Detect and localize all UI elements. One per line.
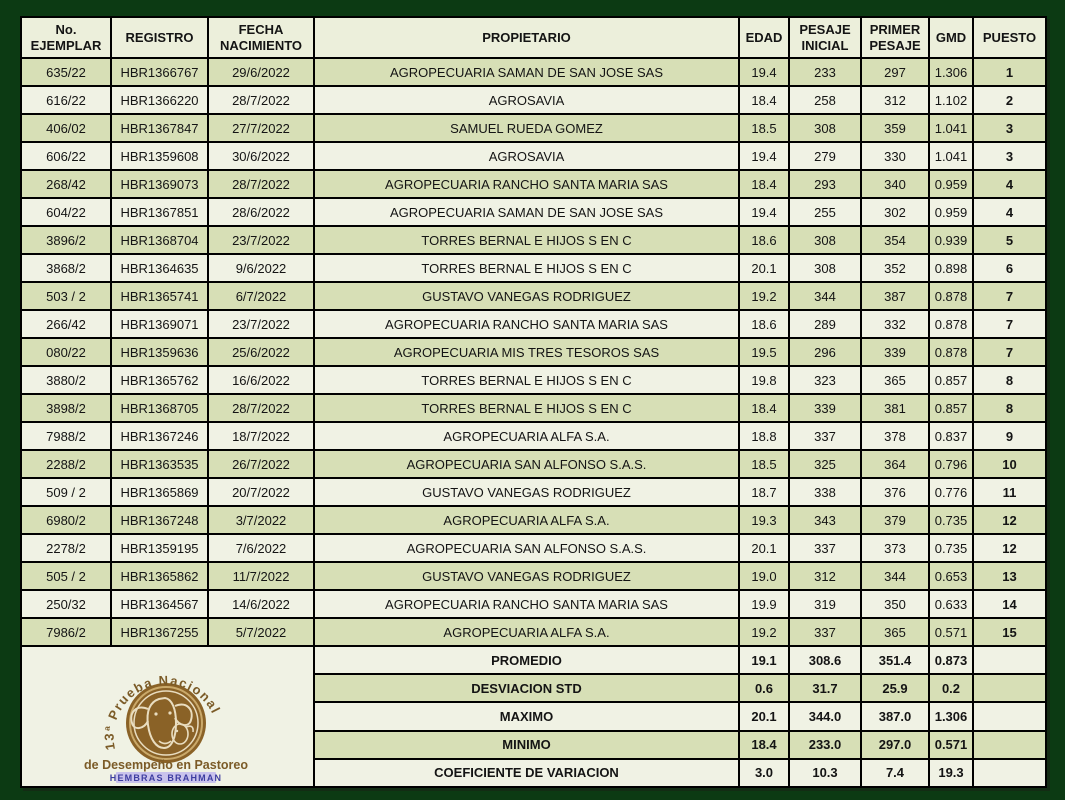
summary-value-edad: 3.0 [739, 759, 789, 787]
cell-edad: 19.2 [739, 282, 789, 310]
cell-propietario: TORRES BERNAL E HIJOS S EN C [314, 394, 739, 422]
cell-registro: HBR1367851 [111, 198, 208, 226]
cell-gmd: 0.735 [929, 534, 973, 562]
table-row [21, 618, 1046, 646]
column-header-edad: EDAD [739, 17, 789, 58]
cell-fecha_nacimiento: 29/6/2022 [208, 58, 314, 86]
cell-fecha_nacimiento: 25/6/2022 [208, 338, 314, 366]
cell-puesto: 8 [973, 366, 1046, 394]
summary-value-pesaje_inicial: 10.3 [789, 759, 861, 787]
cell-pesaje_inicial: 233 [789, 58, 861, 86]
table-row [21, 254, 1046, 282]
cell-registro: HBR1367246 [111, 422, 208, 450]
cell-no_ejemplar: 7988/2 [21, 422, 111, 450]
cell-gmd: 1.041 [929, 114, 973, 142]
cell-gmd: 0.898 [929, 254, 973, 282]
cell-puesto: 9 [973, 422, 1046, 450]
cell-pesaje_inicial: 255 [789, 198, 861, 226]
summary-empty-puesto [973, 702, 1046, 730]
summary-value-primer_pesaje: 351.4 [861, 646, 929, 674]
table-row [21, 114, 1046, 142]
cell-primer_pesaje: 312 [861, 86, 929, 114]
cell-edad: 18.4 [739, 86, 789, 114]
cell-no_ejemplar: 604/22 [21, 198, 111, 226]
cell-puesto: 10 [973, 450, 1046, 478]
cell-gmd: 0.878 [929, 338, 973, 366]
summary-value-edad: 18.4 [739, 731, 789, 759]
cell-primer_pesaje: 352 [861, 254, 929, 282]
summary-empty-puesto [973, 759, 1046, 787]
cell-registro: HBR1367255 [111, 618, 208, 646]
cell-no_ejemplar: 6980/2 [21, 506, 111, 534]
summary-value-pesaje_inicial: 233.0 [789, 731, 861, 759]
cell-edad: 18.4 [739, 394, 789, 422]
cell-puesto: 3 [973, 142, 1046, 170]
cell-registro: HBR1366767 [111, 58, 208, 86]
cell-no_ejemplar: 250/32 [21, 590, 111, 618]
cell-primer_pesaje: 350 [861, 590, 929, 618]
cell-propietario: AGROPECUARIA RANCHO SANTA MARIA SAS [314, 590, 739, 618]
cell-propietario: AGROPECUARIA ALFA S.A. [314, 422, 739, 450]
cell-gmd: 0.571 [929, 618, 973, 646]
cell-fecha_nacimiento: 14/6/2022 [208, 590, 314, 618]
cell-propietario: AGROSAVIA [314, 86, 739, 114]
cell-propietario: AGROPECUARIA RANCHO SANTA MARIA SAS [314, 310, 739, 338]
cell-gmd: 0.837 [929, 422, 973, 450]
logo-arc-text: 13ª Prueba Nacional [101, 672, 224, 752]
cell-primer_pesaje: 364 [861, 450, 929, 478]
cell-primer_pesaje: 379 [861, 506, 929, 534]
cell-gmd: 0.653 [929, 562, 973, 590]
table-row [21, 534, 1046, 562]
table-row [21, 366, 1046, 394]
table-row [21, 590, 1046, 618]
cell-registro: HBR1368704 [111, 226, 208, 254]
cell-no_ejemplar: 3868/2 [21, 254, 111, 282]
cell-registro: HBR1369071 [111, 310, 208, 338]
cell-propietario: AGROSAVIA [314, 142, 739, 170]
cell-gmd: 0.735 [929, 506, 973, 534]
cell-edad: 19.4 [739, 58, 789, 86]
cell-propietario: TORRES BERNAL E HIJOS S EN C [314, 254, 739, 282]
summary-value-gmd: 0.873 [929, 646, 973, 674]
table-row [21, 310, 1046, 338]
cell-primer_pesaje: 339 [861, 338, 929, 366]
table-row [21, 282, 1046, 310]
cell-fecha_nacimiento: 26/7/2022 [208, 450, 314, 478]
cell-propietario: TORRES BERNAL E HIJOS S EN C [314, 226, 739, 254]
cell-primer_pesaje: 365 [861, 366, 929, 394]
summary-value-edad: 19.1 [739, 646, 789, 674]
cell-pesaje_inicial: 312 [789, 562, 861, 590]
cell-pesaje_inicial: 289 [789, 310, 861, 338]
summary-value-primer_pesaje: 297.0 [861, 731, 929, 759]
cell-pesaje_inicial: 339 [789, 394, 861, 422]
summary-value-edad: 0.6 [739, 674, 789, 702]
summary-row [21, 646, 1046, 674]
cell-registro: HBR1359636 [111, 338, 208, 366]
cell-gmd: 0.939 [929, 226, 973, 254]
cell-gmd: 0.776 [929, 478, 973, 506]
cell-no_ejemplar: 3880/2 [21, 366, 111, 394]
cell-gmd: 0.878 [929, 282, 973, 310]
cell-fecha_nacimiento: 7/6/2022 [208, 534, 314, 562]
cell-propietario: GUSTAVO VANEGAS RODRIGUEZ [314, 562, 739, 590]
cell-fecha_nacimiento: 28/6/2022 [208, 198, 314, 226]
cell-puesto: 13 [973, 562, 1046, 590]
cell-propietario: SAMUEL RUEDA GOMEZ [314, 114, 739, 142]
cell-gmd: 1.102 [929, 86, 973, 114]
cell-propietario: TORRES BERNAL E HIJOS S EN C [314, 366, 739, 394]
cell-puesto: 2 [973, 86, 1046, 114]
cell-puesto: 4 [973, 198, 1046, 226]
cell-primer_pesaje: 381 [861, 394, 929, 422]
cell-edad: 20.1 [739, 534, 789, 562]
cell-registro: HBR1368705 [111, 394, 208, 422]
cell-no_ejemplar: 406/02 [21, 114, 111, 142]
cell-propietario: AGROPECUARIA MIS TRES TESOROS SAS [314, 338, 739, 366]
summary-label: PROMEDIO [314, 646, 739, 674]
summary-value-primer_pesaje: 7.4 [861, 759, 929, 787]
cell-fecha_nacimiento: 16/6/2022 [208, 366, 314, 394]
table-row [21, 226, 1046, 254]
event-logo [24, 647, 313, 783]
cell-registro: HBR1365862 [111, 562, 208, 590]
logo-subtitle: de Desempeño en Pastoreo [84, 758, 248, 772]
cell-fecha_nacimiento: 30/6/2022 [208, 142, 314, 170]
cell-registro: HBR1367847 [111, 114, 208, 142]
cell-edad: 19.0 [739, 562, 789, 590]
summary-value-pesaje_inicial: 308.6 [789, 646, 861, 674]
cell-fecha_nacimiento: 5/7/2022 [208, 618, 314, 646]
cell-puesto: 1 [973, 58, 1046, 86]
column-header-fecha_nacimiento: FECHA NACIMIENTO [208, 17, 314, 58]
cell-puesto: 12 [973, 506, 1046, 534]
cell-fecha_nacimiento: 23/7/2022 [208, 226, 314, 254]
cell-primer_pesaje: 332 [861, 310, 929, 338]
column-header-pesaje_inicial: PESAJE INICIAL [789, 17, 861, 58]
column-header-primer_pesaje: PRIMER PESAJE [861, 17, 929, 58]
cell-propietario: GUSTAVO VANEGAS RODRIGUEZ [314, 282, 739, 310]
cell-primer_pesaje: 297 [861, 58, 929, 86]
summary-label: DESVIACION STD [314, 674, 739, 702]
cell-pesaje_inicial: 325 [789, 450, 861, 478]
cell-pesaje_inicial: 323 [789, 366, 861, 394]
cell-gmd: 1.306 [929, 58, 973, 86]
summary-empty-puesto [973, 674, 1046, 702]
cell-primer_pesaje: 373 [861, 534, 929, 562]
summary-value-gmd: 1.306 [929, 702, 973, 730]
cell-pesaje_inicial: 258 [789, 86, 861, 114]
cell-fecha_nacimiento: 11/7/2022 [208, 562, 314, 590]
summary-label: MAXIMO [314, 702, 739, 730]
cell-edad: 20.1 [739, 254, 789, 282]
cell-fecha_nacimiento: 27/7/2022 [208, 114, 314, 142]
cell-propietario: AGROPECUARIA SAMAN DE SAN JOSE SAS [314, 198, 739, 226]
cell-edad: 18.8 [739, 422, 789, 450]
table-row [21, 338, 1046, 366]
cell-fecha_nacimiento: 20/7/2022 [208, 478, 314, 506]
cell-propietario: AGROPECUARIA ALFA S.A. [314, 506, 739, 534]
cell-propietario: AGROPECUARIA ALFA S.A. [314, 618, 739, 646]
column-header-registro: REGISTRO [111, 17, 208, 58]
cell-edad: 19.4 [739, 198, 789, 226]
cell-no_ejemplar: 606/22 [21, 142, 111, 170]
cell-puesto: 6 [973, 254, 1046, 282]
summary-value-gmd: 0.2 [929, 674, 973, 702]
cell-pesaje_inicial: 308 [789, 114, 861, 142]
table-row [21, 478, 1046, 506]
cell-registro: HBR1363535 [111, 450, 208, 478]
cell-propietario: AGROPECUARIA RANCHO SANTA MARIA SAS [314, 170, 739, 198]
cell-puesto: 5 [973, 226, 1046, 254]
logo-badge-text: HEMBRAS BRAHMAN [109, 773, 223, 783]
cell-primer_pesaje: 302 [861, 198, 929, 226]
cell-no_ejemplar: 503 / 2 [21, 282, 111, 310]
cell-gmd: 0.878 [929, 310, 973, 338]
cell-registro: HBR1364567 [111, 590, 208, 618]
cell-puesto: 7 [973, 310, 1046, 338]
cell-edad: 19.3 [739, 506, 789, 534]
cell-fecha_nacimiento: 9/6/2022 [208, 254, 314, 282]
cell-gmd: 0.633 [929, 590, 973, 618]
cell-edad: 18.6 [739, 310, 789, 338]
cell-propietario: AGROPECUARIA SAMAN DE SAN JOSE SAS [314, 58, 739, 86]
cell-edad: 18.5 [739, 450, 789, 478]
table-row [21, 58, 1046, 86]
cell-gmd: 0.959 [929, 198, 973, 226]
summary-empty-puesto [973, 731, 1046, 759]
cell-puesto: 3 [973, 114, 1046, 142]
cell-fecha_nacimiento: 3/7/2022 [208, 506, 314, 534]
cell-puesto: 7 [973, 282, 1046, 310]
summary-value-gmd: 19.3 [929, 759, 973, 787]
cell-no_ejemplar: 2288/2 [21, 450, 111, 478]
cell-gmd: 0.796 [929, 450, 973, 478]
cell-primer_pesaje: 359 [861, 114, 929, 142]
table-row [21, 142, 1046, 170]
cell-primer_pesaje: 365 [861, 618, 929, 646]
cell-primer_pesaje: 387 [861, 282, 929, 310]
cell-fecha_nacimiento: 18/7/2022 [208, 422, 314, 450]
cell-edad: 18.4 [739, 170, 789, 198]
cell-pesaje_inicial: 296 [789, 338, 861, 366]
cell-pesaje_inicial: 293 [789, 170, 861, 198]
cell-puesto: 4 [973, 170, 1046, 198]
cell-puesto: 15 [973, 618, 1046, 646]
cell-no_ejemplar: 509 / 2 [21, 478, 111, 506]
cell-no_ejemplar: 3898/2 [21, 394, 111, 422]
cell-gmd: 0.959 [929, 170, 973, 198]
summary-value-edad: 20.1 [739, 702, 789, 730]
cell-primer_pesaje: 376 [861, 478, 929, 506]
cell-puesto: 11 [973, 478, 1046, 506]
cell-primer_pesaje: 344 [861, 562, 929, 590]
cell-pesaje_inicial: 279 [789, 142, 861, 170]
summary-value-pesaje_inicial: 344.0 [789, 702, 861, 730]
cell-pesaje_inicial: 337 [789, 618, 861, 646]
cell-fecha_nacimiento: 28/7/2022 [208, 170, 314, 198]
cell-fecha_nacimiento: 28/7/2022 [208, 86, 314, 114]
cell-primer_pesaje: 340 [861, 170, 929, 198]
cell-edad: 18.7 [739, 478, 789, 506]
table-row [21, 170, 1046, 198]
cell-pesaje_inicial: 344 [789, 282, 861, 310]
cell-no_ejemplar: 2278/2 [21, 534, 111, 562]
cell-pesaje_inicial: 308 [789, 226, 861, 254]
cell-registro: HBR1359608 [111, 142, 208, 170]
column-header-puesto: PUESTO [973, 17, 1046, 58]
table-row [21, 450, 1046, 478]
cell-edad: 19.9 [739, 590, 789, 618]
cell-edad: 19.2 [739, 618, 789, 646]
cell-registro: HBR1367248 [111, 506, 208, 534]
cell-registro: HBR1365762 [111, 366, 208, 394]
cell-pesaje_inicial: 343 [789, 506, 861, 534]
cell-pesaje_inicial: 338 [789, 478, 861, 506]
cell-edad: 19.5 [739, 338, 789, 366]
cell-no_ejemplar: 266/42 [21, 310, 111, 338]
cell-primer_pesaje: 354 [861, 226, 929, 254]
cell-no_ejemplar: 3896/2 [21, 226, 111, 254]
cell-registro: HBR1365741 [111, 282, 208, 310]
cell-pesaje_inicial: 337 [789, 422, 861, 450]
summary-value-primer_pesaje: 25.9 [861, 674, 929, 702]
cell-no_ejemplar: 505 / 2 [21, 562, 111, 590]
table-header-row [21, 17, 1046, 58]
summary-value-primer_pesaje: 387.0 [861, 702, 929, 730]
summary-label: COEFICIENTE DE VARIACION [314, 759, 739, 787]
cell-fecha_nacimiento: 23/7/2022 [208, 310, 314, 338]
cell-no_ejemplar: 7986/2 [21, 618, 111, 646]
cell-pesaje_inicial: 319 [789, 590, 861, 618]
cell-primer_pesaje: 330 [861, 142, 929, 170]
cell-primer_pesaje: 378 [861, 422, 929, 450]
cell-edad: 19.4 [739, 142, 789, 170]
cell-edad: 18.5 [739, 114, 789, 142]
cell-fecha_nacimiento: 28/7/2022 [208, 394, 314, 422]
cell-propietario: AGROPECUARIA SAN ALFONSO S.A.S. [314, 534, 739, 562]
cell-pesaje_inicial: 308 [789, 254, 861, 282]
cell-no_ejemplar: 268/42 [21, 170, 111, 198]
cell-puesto: 8 [973, 394, 1046, 422]
summary-value-gmd: 0.571 [929, 731, 973, 759]
cell-registro: HBR1359195 [111, 534, 208, 562]
table-row [21, 562, 1046, 590]
table-row [21, 394, 1046, 422]
cell-puesto: 14 [973, 590, 1046, 618]
summary-value-pesaje_inicial: 31.7 [789, 674, 861, 702]
table-row [21, 506, 1046, 534]
summary-empty-puesto [973, 646, 1046, 674]
cell-no_ejemplar: 635/22 [21, 58, 111, 86]
cell-puesto: 12 [973, 534, 1046, 562]
logo-cell [21, 646, 314, 787]
cell-registro: HBR1364635 [111, 254, 208, 282]
cell-no_ejemplar: 616/22 [21, 86, 111, 114]
table-row [21, 198, 1046, 226]
cell-propietario: GUSTAVO VANEGAS RODRIGUEZ [314, 478, 739, 506]
table-row [21, 422, 1046, 450]
cell-gmd: 0.857 [929, 366, 973, 394]
cell-edad: 19.8 [739, 366, 789, 394]
cell-gmd: 1.041 [929, 142, 973, 170]
column-header-no_ejemplar: No. EJEMPLAR [21, 17, 111, 58]
cell-registro: HBR1369073 [111, 170, 208, 198]
cell-registro: HBR1365869 [111, 478, 208, 506]
performance-results-table [20, 16, 1047, 788]
cell-gmd: 0.857 [929, 394, 973, 422]
table-row [21, 86, 1046, 114]
cell-fecha_nacimiento: 6/7/2022 [208, 282, 314, 310]
summary-label: MINIMO [314, 731, 739, 759]
cell-registro: HBR1366220 [111, 86, 208, 114]
cell-edad: 18.6 [739, 226, 789, 254]
cell-pesaje_inicial: 337 [789, 534, 861, 562]
column-header-propietario: PROPIETARIO [314, 17, 739, 58]
cell-puesto: 7 [973, 338, 1046, 366]
cell-propietario: AGROPECUARIA SAN ALFONSO S.A.S. [314, 450, 739, 478]
cell-no_ejemplar: 080/22 [21, 338, 111, 366]
column-header-gmd: GMD [929, 17, 973, 58]
